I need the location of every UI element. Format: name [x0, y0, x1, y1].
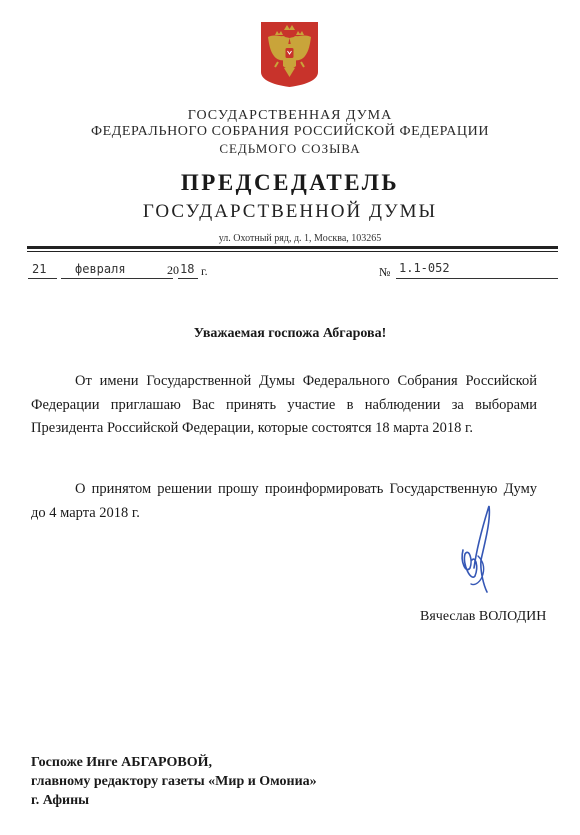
signer-name: Вячеслав ВОЛОДИН — [420, 609, 547, 624]
org-name-line1: ГОСУДАРСТВЕННАЯ ДУМА — [187, 108, 393, 123]
recipient-line3: г. Афины — [31, 793, 90, 808]
convocation-line: СЕДЬМОГО СОЗЫВА — [219, 141, 361, 156]
header-rule-thick — [27, 246, 558, 249]
date-year-unit: г. — [201, 264, 208, 278]
handwritten-signature — [457, 502, 497, 598]
letterhead-address: ул. Охотный ряд, д. 1, Москва, 103265 — [218, 233, 382, 244]
date-year-underline — [178, 278, 198, 279]
header-rule-thin — [27, 251, 558, 252]
date-year-suffix: 18 — [180, 262, 195, 276]
coat-of-arms-icon — [259, 20, 320, 89]
date-month-underline — [61, 278, 173, 279]
date-month: февраля — [75, 262, 126, 276]
letter-paragraph-1: От имени Государственной Думы Федерального Собрания Российской Федерации приглашаю Вас принять участие в наблюдении за выборами Президента Российской Федерации, которые состоятся 18 марта 2018 г. — [31, 373, 537, 436]
reference-number: 1.1-052 — [399, 261, 450, 275]
reference-label: № — [379, 265, 391, 279]
letterhead-subtitle: ГОСУДАРСТВЕННОЙ ДУМЫ — [142, 201, 438, 222]
reference-underline — [396, 278, 558, 279]
letter-paragraph-2: О принятом решении прошу проинформировать Государственную Думу до 4 марта 2018 г. — [31, 481, 537, 521]
date-year-prefix: 20 — [167, 263, 179, 277]
date-day: 21 — [32, 262, 47, 276]
letter-salutation: Уважаемая госпожа Абгарова! — [193, 326, 387, 341]
date-day-underline — [28, 278, 57, 279]
letterhead-title: ПРЕДСЕДАТЕЛЬ — [180, 170, 400, 195]
recipient-line2: главному редактору газеты «Мир и Омониа» — [31, 774, 317, 789]
org-name-line2: ФЕДЕРАЛЬНОГО СОБРАНИЯ РОССИЙСКОЙ ФЕДЕРАЦИИ — [90, 124, 490, 139]
recipient-line1: Госпоже Инге АБГАРОВОЙ, — [31, 755, 212, 770]
